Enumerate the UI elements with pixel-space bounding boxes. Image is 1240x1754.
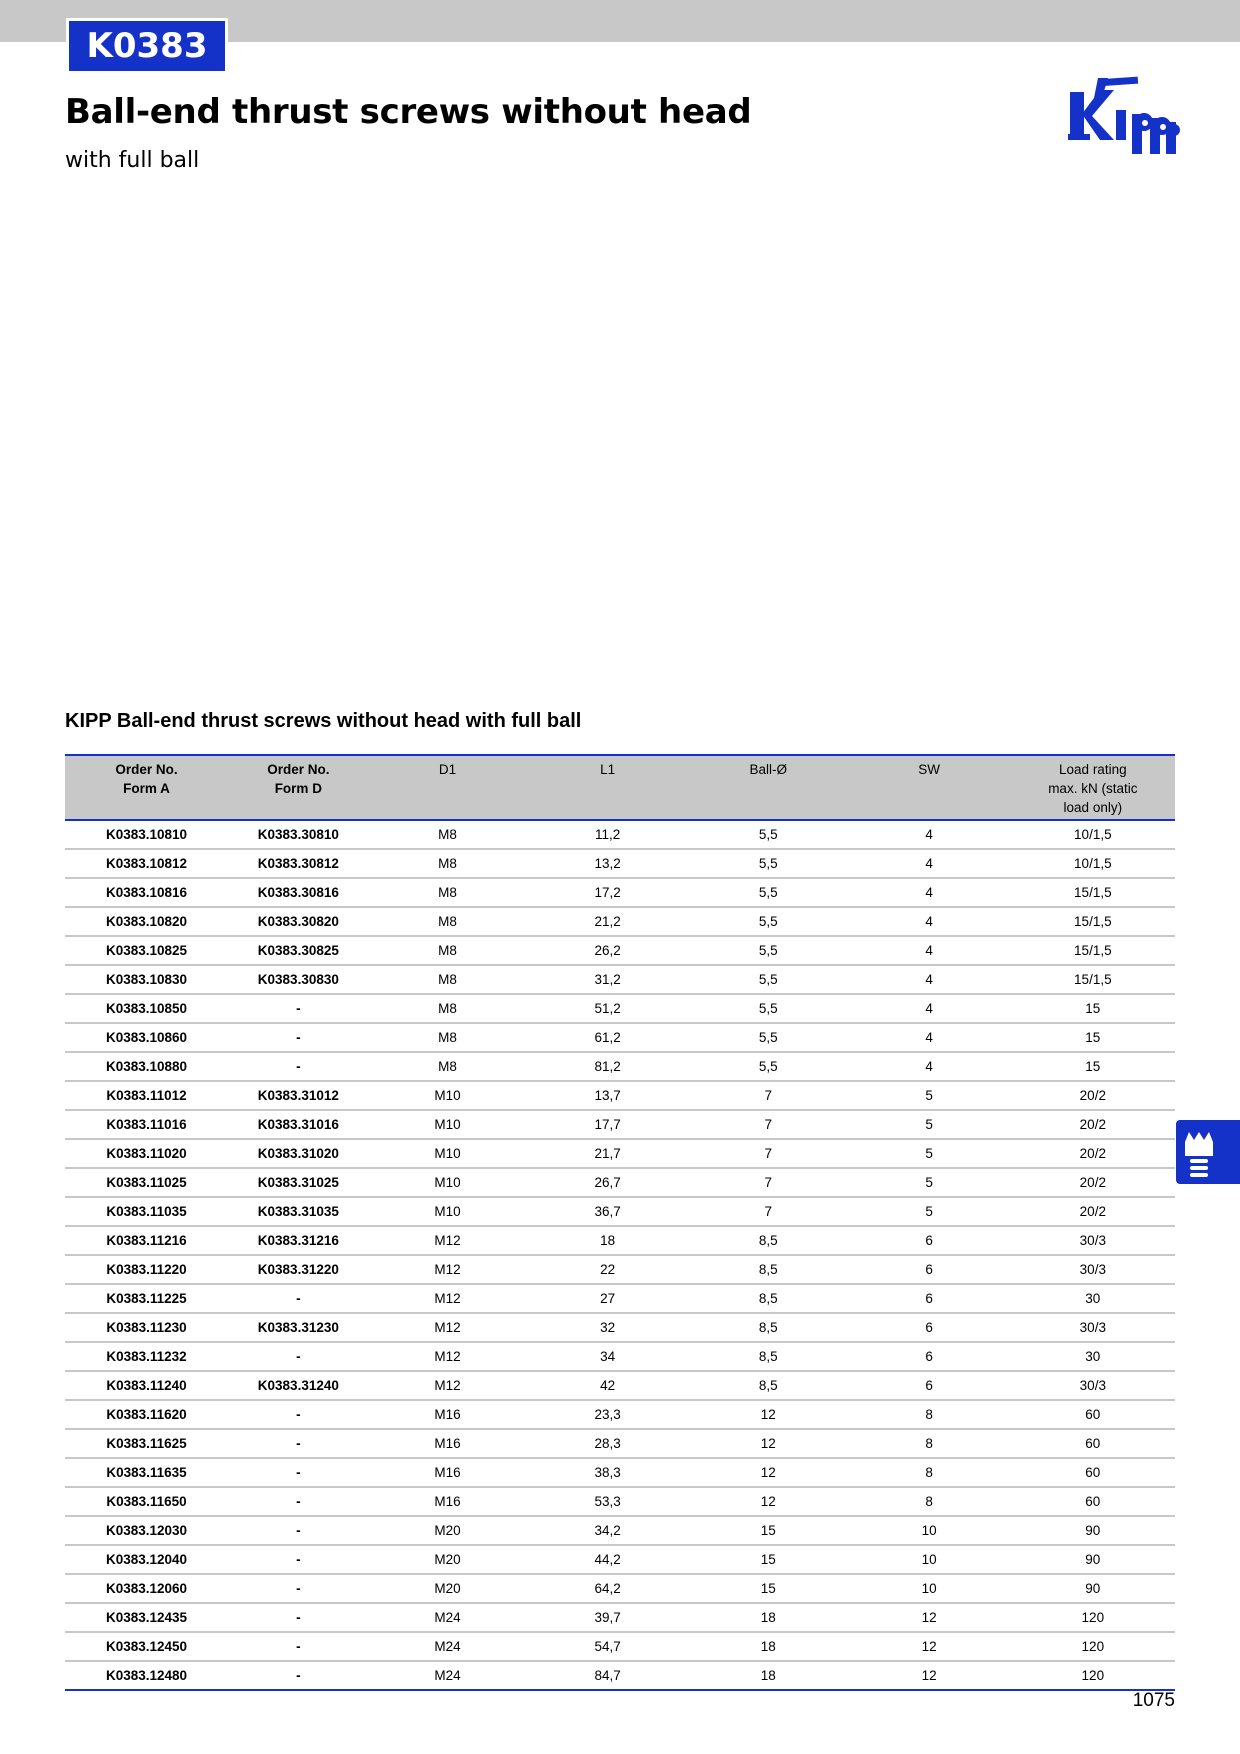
- d1-cell: M12: [369, 1371, 527, 1400]
- l1-cell: 17,7: [527, 1110, 689, 1139]
- sw-cell: 4: [848, 849, 1011, 878]
- d1-cell: M12: [369, 1284, 527, 1313]
- ball-diameter-cell: 7: [689, 1110, 848, 1139]
- load-rating-cell: 30: [1011, 1342, 1175, 1371]
- load-rating-cell: 15/1,5: [1011, 907, 1175, 936]
- load-rating-cell: 30/3: [1011, 1255, 1175, 1284]
- header-ball-diameter: Ball-Ø: [689, 755, 848, 820]
- order-no-form-a: K0383.12435: [65, 1603, 228, 1632]
- table-row: [65, 1139, 1175, 1168]
- l1-cell: 28,3: [527, 1429, 689, 1458]
- order-no-form-d: -: [228, 1052, 369, 1081]
- load-rating-cell: 30/3: [1011, 1371, 1175, 1400]
- d1-cell: M10: [369, 1197, 527, 1226]
- ball-diameter-cell: 5,5: [689, 1052, 848, 1081]
- order-no-form-d: K0383.31230: [228, 1313, 369, 1342]
- thrust-screw-icon: [1182, 1128, 1216, 1178]
- ball-diameter-cell: 5,5: [689, 907, 848, 936]
- sw-cell: 6: [848, 1342, 1011, 1371]
- order-no-form-d: K0383.31016: [228, 1110, 369, 1139]
- order-no-form-d: -: [228, 1429, 369, 1458]
- sw-cell: 4: [848, 1052, 1011, 1081]
- load-rating-cell: 15/1,5: [1011, 878, 1175, 907]
- d1-cell: M12: [369, 1342, 527, 1371]
- d1-cell: M12: [369, 1226, 527, 1255]
- sw-cell: 5: [848, 1081, 1011, 1110]
- sw-cell: 12: [848, 1632, 1011, 1661]
- order-no-form-d: K0383.31025: [228, 1168, 369, 1197]
- order-no-form-d: K0383.30812: [228, 849, 369, 878]
- table-row: [65, 1313, 1175, 1342]
- ball-diameter-cell: 18: [689, 1632, 848, 1661]
- table-row: [65, 1574, 1175, 1603]
- order-no-form-d: -: [228, 1284, 369, 1313]
- load-rating-cell: 120: [1011, 1632, 1175, 1661]
- order-no-form-d: -: [228, 1574, 369, 1603]
- sw-cell: 6: [848, 1313, 1011, 1342]
- l1-cell: 18: [527, 1226, 689, 1255]
- product-code-badge: K0383: [66, 18, 228, 74]
- table-row: [65, 994, 1175, 1023]
- ball-diameter-cell: 8,5: [689, 1313, 848, 1342]
- ball-diameter-cell: 15: [689, 1545, 848, 1574]
- ball-diameter-cell: 12: [689, 1400, 848, 1429]
- table-row: [65, 1284, 1175, 1313]
- sw-cell: 4: [848, 965, 1011, 994]
- l1-cell: 26,2: [527, 936, 689, 965]
- ball-diameter-cell: 12: [689, 1487, 848, 1516]
- load-rating-cell: 20/2: [1011, 1081, 1175, 1110]
- table-row: [65, 878, 1175, 907]
- order-no-form-d: -: [228, 1023, 369, 1052]
- load-rating-cell: 90: [1011, 1516, 1175, 1545]
- ball-diameter-cell: 15: [689, 1516, 848, 1545]
- d1-cell: M8: [369, 907, 527, 936]
- load-rating-cell: 15: [1011, 1023, 1175, 1052]
- sw-cell: 8: [848, 1400, 1011, 1429]
- l1-cell: 31,2: [527, 965, 689, 994]
- order-no-form-a: K0383.11650: [65, 1487, 228, 1516]
- table-title: KIPP Ball-end thrust screws without head with full ball: [65, 710, 582, 732]
- load-rating-cell: 90: [1011, 1545, 1175, 1574]
- l1-cell: 39,7: [527, 1603, 689, 1632]
- order-no-form-a: K0383.12060: [65, 1574, 228, 1603]
- l1-cell: 42: [527, 1371, 689, 1400]
- d1-cell: M8: [369, 1052, 527, 1081]
- order-no-form-a: K0383.11025: [65, 1168, 228, 1197]
- order-no-form-d: -: [228, 1603, 369, 1632]
- load-rating-cell: 20/2: [1011, 1168, 1175, 1197]
- order-no-form-a: K0383.12030: [65, 1516, 228, 1545]
- d1-cell: M12: [369, 1255, 527, 1284]
- sw-cell: 12: [848, 1603, 1011, 1632]
- l1-cell: 81,2: [527, 1052, 689, 1081]
- load-rating-cell: 60: [1011, 1429, 1175, 1458]
- table-row: [65, 849, 1175, 878]
- l1-cell: 11,2: [527, 820, 689, 849]
- table-row: [65, 1487, 1175, 1516]
- load-rating-cell: 120: [1011, 1603, 1175, 1632]
- order-no-form-d: -: [228, 1516, 369, 1545]
- sw-cell: 12: [921, 1668, 937, 1683]
- d1-cell: M16: [369, 1429, 527, 1458]
- table-row: [65, 1603, 1175, 1632]
- ball-diameter-cell: 8,5: [689, 1226, 848, 1255]
- l1-cell: 17,2: [527, 878, 689, 907]
- d1-cell: M20: [369, 1516, 527, 1545]
- l1-cell: 27: [527, 1284, 689, 1313]
- load-rating-cell: 30: [1011, 1284, 1175, 1313]
- l1-cell: 21,2: [527, 907, 689, 936]
- ball-diameter-cell: 18: [760, 1668, 776, 1683]
- load-rating-cell: 20/2: [1011, 1197, 1175, 1226]
- table-row: [65, 1255, 1175, 1284]
- ball-diameter-cell: 8,5: [689, 1371, 848, 1400]
- sw-cell: 5: [848, 1197, 1011, 1226]
- order-no-form-a: K0383.11620: [65, 1400, 228, 1429]
- order-no-form-d: K0383.30830: [228, 965, 369, 994]
- table-row: [65, 965, 1175, 994]
- l1-cell: 44,2: [527, 1545, 689, 1574]
- order-no-form-a: K0383.10830: [65, 965, 228, 994]
- order-no-form-d: K0383.31220: [228, 1255, 369, 1284]
- table-header-row: [65, 755, 1175, 820]
- order-no-form-a: K0383.11625: [65, 1429, 228, 1458]
- load-rating-cell: 60: [1011, 1487, 1175, 1516]
- sw-cell: 8: [848, 1458, 1011, 1487]
- sw-cell: 6: [848, 1255, 1011, 1284]
- l1-cell: 23,3: [527, 1400, 689, 1429]
- ball-diameter-cell: 5,5: [689, 820, 848, 849]
- order-no-form-a: K0383.12450: [65, 1632, 228, 1661]
- load-rating-cell: 10/1,5: [1011, 820, 1175, 849]
- l1-cell: 84,7: [594, 1668, 621, 1683]
- l1-cell: 26,7: [527, 1168, 689, 1197]
- order-no-form-d: -: [296, 1668, 301, 1683]
- table-row: [65, 1226, 1175, 1255]
- d1-cell: M8: [369, 965, 527, 994]
- header-d1: D1: [369, 755, 527, 820]
- sw-cell: 4: [848, 1023, 1011, 1052]
- d1-cell: M8: [369, 936, 527, 965]
- order-no-form-a: K0383.10860: [65, 1023, 228, 1052]
- order-no-form-d: -: [228, 994, 369, 1023]
- sw-cell: 5: [848, 1110, 1011, 1139]
- table-row: [65, 1081, 1175, 1110]
- ball-diameter-cell: 5,5: [689, 965, 848, 994]
- sw-cell: 4: [848, 936, 1011, 965]
- sw-cell: 6: [848, 1371, 1011, 1400]
- sw-cell: 6: [848, 1284, 1011, 1313]
- ball-diameter-cell: 12: [689, 1429, 848, 1458]
- d1-cell: M8: [369, 1023, 527, 1052]
- load-rating-cell: 90: [1011, 1574, 1175, 1603]
- order-no-form-d: K0383.30820: [228, 907, 369, 936]
- order-no-form-d: -: [228, 1632, 369, 1661]
- d1-cell: M16: [369, 1400, 527, 1429]
- ball-diameter-cell: 5,5: [689, 994, 848, 1023]
- order-no-form-a: K0383.10810: [65, 820, 228, 849]
- l1-cell: 64,2: [527, 1574, 689, 1603]
- table-row: [65, 1429, 1175, 1458]
- ball-diameter-cell: 8,5: [689, 1284, 848, 1313]
- d1-cell: M10: [369, 1081, 527, 1110]
- table-row: [65, 1400, 1175, 1429]
- sw-cell: 5: [848, 1168, 1011, 1197]
- d1-cell: M8: [369, 849, 527, 878]
- ball-diameter-cell: 7: [689, 1139, 848, 1168]
- ball-diameter-cell: 8,5: [689, 1255, 848, 1284]
- load-rating-cell: 15: [1011, 1052, 1175, 1081]
- order-no-form-a: K0383.11230: [65, 1313, 228, 1342]
- ball-diameter-cell: 5,5: [689, 878, 848, 907]
- order-no-form-a: K0383.11016: [65, 1110, 228, 1139]
- order-no-form-d: -: [228, 1400, 369, 1429]
- order-no-form-d: -: [228, 1458, 369, 1487]
- table-row: [65, 1661, 1175, 1690]
- l1-cell: 13,7: [527, 1081, 689, 1110]
- page-subtitle: with full ball: [65, 148, 200, 173]
- d1-cell: M8: [369, 820, 527, 849]
- d1-cell: M24: [369, 1603, 527, 1632]
- sw-cell: 6: [848, 1226, 1011, 1255]
- order-no-form-d: -: [228, 1487, 369, 1516]
- d1-cell: M8: [369, 994, 527, 1023]
- order-no-form-a: K0383.11035: [65, 1197, 228, 1226]
- header-l1: L1: [527, 755, 689, 820]
- table-row: [65, 1342, 1175, 1371]
- order-no-form-a: K0383.10812: [65, 849, 228, 878]
- order-no-form-a: K0383.11635: [65, 1458, 228, 1487]
- order-no-form-a: K0383.10820: [65, 907, 228, 936]
- order-no-form-d: K0383.31240: [228, 1371, 369, 1400]
- load-rating-cell: 20/2: [1011, 1139, 1175, 1168]
- kipp-logo: [1068, 74, 1180, 158]
- order-no-form-a: K0383.10825: [65, 936, 228, 965]
- order-no-form-a: K0383.10880: [65, 1052, 228, 1081]
- ball-diameter-cell: 15: [689, 1574, 848, 1603]
- sw-cell: 10: [848, 1545, 1011, 1574]
- l1-cell: 38,3: [527, 1458, 689, 1487]
- l1-cell: 13,2: [527, 849, 689, 878]
- order-no-form-d: -: [228, 1545, 369, 1574]
- order-no-form-a: K0383.11225: [65, 1284, 228, 1313]
- load-rating-cell: 120: [1081, 1668, 1105, 1683]
- l1-cell: 34,2: [527, 1516, 689, 1545]
- table-row: [65, 1023, 1175, 1052]
- order-no-form-d: K0383.31216: [228, 1226, 369, 1255]
- d1-cell: M10: [369, 1168, 527, 1197]
- sw-cell: 5: [848, 1139, 1011, 1168]
- table-row: [65, 820, 1175, 849]
- sw-cell: 8: [848, 1429, 1011, 1458]
- order-no-form-a: K0383.11240: [65, 1371, 228, 1400]
- order-no-form-a: K0383.11232: [65, 1342, 228, 1371]
- l1-cell: 53,3: [527, 1487, 689, 1516]
- ball-diameter-cell: 5,5: [689, 1023, 848, 1052]
- d1-cell: M20: [369, 1545, 527, 1574]
- table-row: [65, 907, 1175, 936]
- table-row: [65, 1052, 1175, 1081]
- order-no-form-d: -: [228, 1342, 369, 1371]
- l1-cell: 21,7: [527, 1139, 689, 1168]
- load-rating-cell: 15/1,5: [1011, 936, 1175, 965]
- order-no-form-a: K0383.11216: [65, 1226, 228, 1255]
- order-no-form-d: K0383.31012: [228, 1081, 369, 1110]
- order-no-form-a: K0383.11020: [65, 1139, 228, 1168]
- load-rating-cell: 60: [1011, 1458, 1175, 1487]
- category-tab[interactable]: [1176, 1120, 1240, 1184]
- sw-cell: 10: [848, 1574, 1011, 1603]
- header-order-form-a: Order No. Form A: [65, 755, 228, 820]
- table-row: [65, 936, 1175, 965]
- ball-diameter-cell: 18: [689, 1603, 848, 1632]
- load-rating-cell: 15: [1011, 994, 1175, 1023]
- sw-cell: 10: [848, 1516, 1011, 1545]
- l1-cell: 22: [527, 1255, 689, 1284]
- l1-cell: 32: [527, 1313, 689, 1342]
- load-rating-cell: 30/3: [1011, 1313, 1175, 1342]
- l1-cell: 36,7: [527, 1197, 689, 1226]
- l1-cell: 34: [527, 1342, 689, 1371]
- load-rating-cell: 15/1,5: [1011, 965, 1175, 994]
- order-no-form-a: K0383.12040: [65, 1545, 228, 1574]
- d1-cell: M16: [369, 1458, 527, 1487]
- d1-cell: M24: [434, 1668, 461, 1683]
- table-row: [65, 1545, 1175, 1574]
- spec-table: [65, 754, 1175, 1691]
- table-row: [65, 1110, 1175, 1139]
- page-number: 1075: [1132, 1690, 1175, 1711]
- load-rating-cell: 10/1,5: [1011, 849, 1175, 878]
- load-rating-cell: 30/3: [1011, 1226, 1175, 1255]
- order-no-form-a: K0383.11012: [65, 1081, 228, 1110]
- order-no-form-a: K0383.12480: [105, 1668, 188, 1683]
- order-no-form-d: K0383.31020: [228, 1139, 369, 1168]
- table-row: [65, 1371, 1175, 1400]
- table-row: [65, 1458, 1175, 1487]
- load-rating-cell: 60: [1011, 1400, 1175, 1429]
- sw-cell: 8: [848, 1487, 1011, 1516]
- l1-cell: 61,2: [527, 1023, 689, 1052]
- table-row: [65, 1168, 1175, 1197]
- ball-diameter-cell: 12: [689, 1458, 848, 1487]
- order-no-form-d: K0383.30816: [228, 878, 369, 907]
- sw-cell: 4: [848, 820, 1011, 849]
- ball-diameter-cell: 5,5: [689, 849, 848, 878]
- l1-cell: 54,7: [527, 1632, 689, 1661]
- d1-cell: M10: [369, 1110, 527, 1139]
- ball-diameter-cell: 8,5: [689, 1342, 848, 1371]
- ball-diameter-cell: 7: [689, 1081, 848, 1110]
- header-load-rating: Load rating max. kN (static load only): [1011, 755, 1175, 820]
- l1-cell: 51,2: [527, 994, 689, 1023]
- d1-cell: M10: [369, 1139, 527, 1168]
- sw-cell: 4: [848, 878, 1011, 907]
- d1-cell: M8: [369, 878, 527, 907]
- d1-cell: M16: [369, 1487, 527, 1516]
- sw-cell: 4: [848, 994, 1011, 1023]
- ball-diameter-cell: 7: [689, 1197, 848, 1226]
- d1-cell: M24: [369, 1632, 527, 1661]
- load-rating-cell: 20/2: [1011, 1110, 1175, 1139]
- table-row: [65, 1516, 1175, 1545]
- table-row: [65, 1197, 1175, 1226]
- ball-diameter-cell: 7: [689, 1168, 848, 1197]
- order-no-form-a: K0383.10850: [65, 994, 228, 1023]
- ball-diameter-cell: 5,5: [689, 936, 848, 965]
- order-no-form-d: K0383.30825: [228, 936, 369, 965]
- order-no-form-d: K0383.30810: [228, 820, 369, 849]
- header-order-form-d: Order No. Form D: [228, 755, 369, 820]
- order-no-form-d: K0383.31035: [228, 1197, 369, 1226]
- table-row: [65, 1632, 1175, 1661]
- sw-cell: 4: [848, 907, 1011, 936]
- d1-cell: M12: [369, 1313, 527, 1342]
- order-no-form-a: K0383.11220: [65, 1255, 228, 1284]
- order-no-form-a: K0383.10816: [65, 878, 228, 907]
- page-title: Ball-end thrust screws without head: [65, 92, 752, 132]
- d1-cell: M20: [369, 1574, 527, 1603]
- header-sw: SW: [848, 755, 1011, 820]
